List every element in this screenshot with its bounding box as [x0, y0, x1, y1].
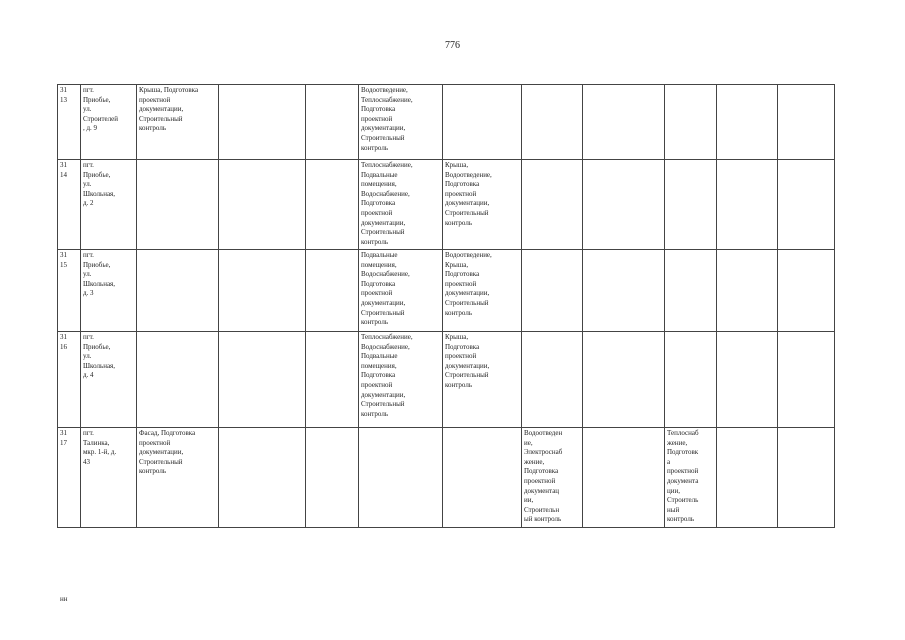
- work-cell-col3: [137, 332, 219, 428]
- page-number: 776: [445, 40, 460, 51]
- empty-cell-col5: [306, 332, 359, 428]
- work-cell-col7: [443, 428, 522, 528]
- empty-cell-col12: [778, 428, 835, 528]
- work-cell-col6: Теплоснабжение, Подвальные помещения, Водоснабжение, Подготовка проектной документации, Строительный контроль: [359, 160, 443, 250]
- row-number: 31 17: [58, 428, 81, 528]
- work-cell-col10: Теплоснаб жение, Подготовк а проектной документа ции, Строитель ный контроль: [665, 428, 717, 528]
- work-cell-col10: [665, 85, 717, 160]
- work-cell-col7: Водоотведение, Крыша, Подготовка проектной документации, Строительный контроль: [443, 250, 522, 332]
- row-number: 31 13: [58, 85, 81, 160]
- work-cell-col3: [137, 160, 219, 250]
- table-row: [58, 85, 835, 160]
- work-cell-col8: Водоотведен ие, Электроснаб жение, Подготовка проектной документац ии, Строительн ый контроль: [522, 428, 583, 528]
- empty-cell-col11: [717, 160, 778, 250]
- empty-cell-col5: [306, 85, 359, 160]
- row-number: 31 16: [58, 332, 81, 428]
- empty-cell-col9: [583, 160, 665, 250]
- work-cell-col8: [522, 250, 583, 332]
- address-cell: пгт. Приобье, ул. Школьная, д. 4: [81, 332, 137, 428]
- empty-cell-col11: [717, 332, 778, 428]
- address-cell: пгт. Приобье, ул. Школьная, д. 3: [81, 250, 137, 332]
- work-cell-col3: [137, 250, 219, 332]
- empty-cell-col12: [778, 250, 835, 332]
- work-cell-col8: [522, 160, 583, 250]
- work-cell-col6: Водоотведение, Теплоснабжение, Подготовка проектной документации, Строительный контроль: [359, 85, 443, 160]
- work-cell-col10: [665, 160, 717, 250]
- work-cell-col8: [522, 332, 583, 428]
- empty-cell-col11: [717, 250, 778, 332]
- empty-cell-col5: [306, 428, 359, 528]
- empty-cell-col9: [583, 332, 665, 428]
- work-cell-col6: [359, 428, 443, 528]
- repair-schedule-table: [57, 84, 835, 528]
- work-cell-col10: [665, 332, 717, 428]
- empty-cell-col4: [219, 428, 306, 528]
- work-cell-col3: Фасад, Подготовка проектной документации, Строительный контроль: [137, 428, 219, 528]
- row-number: 31 14: [58, 160, 81, 250]
- work-cell-col6: Теплоснабжение, Водоснабжение, Подвальные помещения, Подготовка проектной документации, Строительный контроль: [359, 332, 443, 428]
- work-cell-col10: [665, 250, 717, 332]
- row-number: 31 15: [58, 250, 81, 332]
- work-cell-col6: Подвальные помещения, Водоснабжение, Подготовка проектной документации, Строительный контроль: [359, 250, 443, 332]
- work-cell-col7: [443, 85, 522, 160]
- work-cell-col7: Крыша, Водоотведение, Подготовка проектной документации, Строительный контроль: [443, 160, 522, 250]
- empty-cell-col11: [717, 428, 778, 528]
- empty-cell-col5: [306, 160, 359, 250]
- table-row: [58, 428, 835, 528]
- address-cell: пгт. Талинка, мкр. 1-й, д. 43: [81, 428, 137, 528]
- empty-cell-col4: [219, 332, 306, 428]
- footer-note: нн: [60, 595, 68, 603]
- work-cell-col7: Крыша, Подготовка проектной документации, Строительный контроль: [443, 332, 522, 428]
- empty-cell-col9: [583, 85, 665, 160]
- work-cell-col3: Крыша, Подготовка проектной документации, Строительный контроль: [137, 85, 219, 160]
- empty-cell-col5: [306, 250, 359, 332]
- address-cell: пгт. Приобье, ул. Строителей , д. 9: [81, 85, 137, 160]
- empty-cell-col12: [778, 332, 835, 428]
- work-cell-col8: [522, 85, 583, 160]
- address-cell: пгт. Приобье, ул. Школьная, д. 2: [81, 160, 137, 250]
- empty-cell-col9: [583, 428, 665, 528]
- empty-cell-col12: [778, 85, 835, 160]
- empty-cell-col4: [219, 85, 306, 160]
- empty-cell-col4: [219, 160, 306, 250]
- empty-cell-col11: [717, 85, 778, 160]
- table-row: [58, 250, 835, 332]
- table-row: [58, 332, 835, 428]
- empty-cell-col12: [778, 160, 835, 250]
- empty-cell-col4: [219, 250, 306, 332]
- table-row: [58, 160, 835, 250]
- empty-cell-col9: [583, 250, 665, 332]
